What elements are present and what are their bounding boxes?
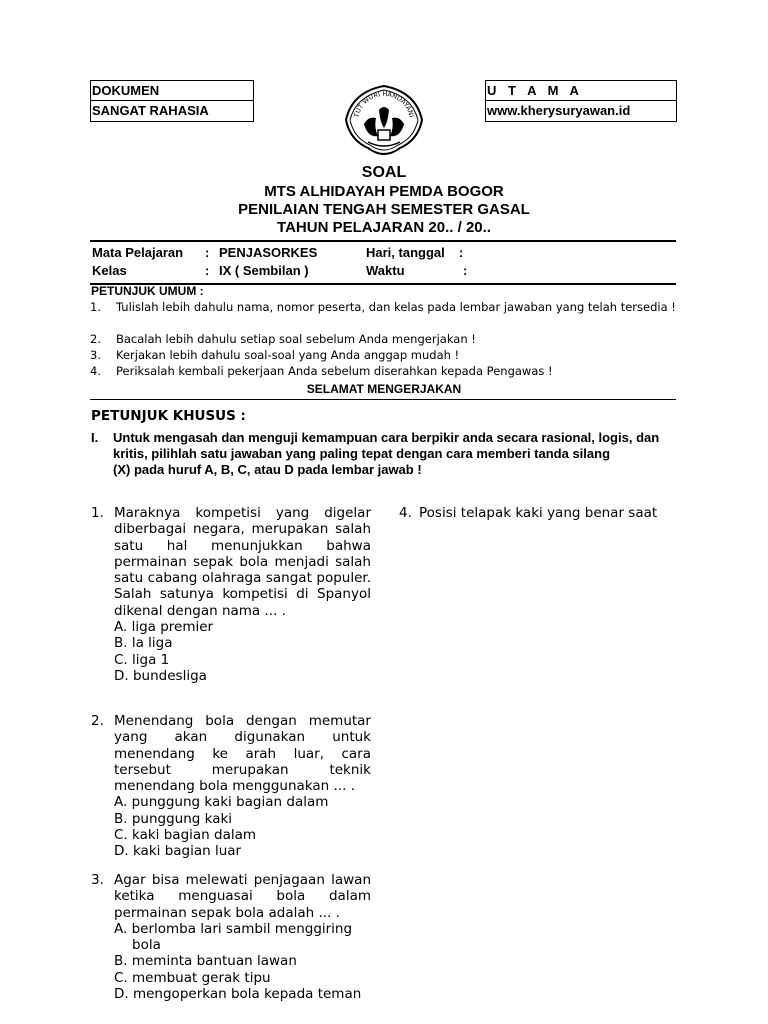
question-3: 3. Agar bisa melewati penjagaan lawan ketika menguasai bola dalam permainan sepak bola adalah ... . A. berlomba lari sambil menggiring bola B. meminta bantuan lawan C. membuat gerak tipu D. mengoperkan bola kepada teman	[91, 872, 371, 1003]
question-3-option-d: D. mengoperkan bola kepada teman	[114, 986, 362, 1003]
header-website: www.kherysuryawan.id	[487, 103, 631, 118]
question-2: 2. Menendang bola dengan memutar yang akan digunakan untuk menendang ke arah luar, cara tersebut merupakan teknik menendang bola menggunakan ... . A. punggung kaki bagian dalam B. punggung kaki C. kaki bagian dalam D. kaki bagian luar	[91, 713, 371, 860]
subject-value: PENJASORKES	[219, 245, 318, 260]
question-3-option-b: B. meminta bantuan lawan	[114, 953, 297, 970]
petunjuk-umum-heading: PETUNJUK UMUM :	[91, 284, 204, 298]
instruction-item: 4. Periksalah kembali pekerjaan Anda sebelum diserahkan kepada Pengawas !	[90, 364, 553, 378]
closing-text: SELAMAT MENGERJAKAN	[306, 382, 462, 396]
header-right-box	[485, 80, 677, 122]
petunjuk-khusus-text: Untuk mengasah dan menguji kemampuan cara berpikir anda secara rasional, logis, dan kritis, pilihlah satu jawaban yang paling tepat dengan cara memberi tanda silang (X) pada huruf A, B, C, atau D pada lembar jawab !	[113, 430, 660, 477]
title-school: MTS ALHIDAYAH PEMDA BOGOR	[264, 183, 504, 200]
title-exam: PENILAIAN TENGAH SEMESTER GASAL	[238, 201, 530, 218]
divider-instructions	[90, 399, 676, 400]
question-1-option-d: D. bundesliga	[114, 667, 207, 684]
day-label: Hari, tanggal	[366, 245, 445, 260]
day-colon: :	[459, 245, 464, 260]
petunjuk-khusus-heading: PETUNJUK KHUSUS :	[91, 408, 246, 424]
header-dokumen: DOKUMEN	[91, 81, 253, 101]
header-utama: U T A M A	[486, 81, 676, 101]
instruction-item: 1. Tulislah lebih dahulu nama, nomor peserta, dan kelas pada lembar jawaban yang telah tersedia !	[90, 300, 676, 314]
instruction-item: 2. Bacalah lebih dahulu setiap soal sebelum Anda mengerjakan !	[90, 332, 476, 346]
time-colon: :	[463, 263, 468, 278]
question-1-option-c: C. liga 1	[114, 651, 170, 668]
header-left-box	[90, 80, 254, 122]
question-3-option-c: C. membuat gerak tipu	[114, 969, 271, 986]
class-colon: :	[205, 263, 210, 278]
question-1-option-a: A. liga premier	[114, 619, 214, 636]
divider-top	[90, 240, 676, 242]
title-soal: SOAL	[361, 164, 407, 181]
subject-label: Mata Pelajaran	[92, 245, 184, 260]
instruction-item: 3. Kerjakan lebih dahulu soal-soal yang Anda anggap mudah !	[90, 348, 460, 362]
petunjuk-khusus-roman: I.	[91, 430, 99, 445]
time-label: Waktu	[366, 263, 405, 278]
subject-colon: :	[205, 245, 210, 260]
class-value: IX ( Sembilan )	[219, 263, 309, 278]
question-4: 4. Posisi telapak kaki yang benar saat	[399, 505, 658, 521]
question-2-option-c: C. kaki bagian dalam	[114, 827, 257, 844]
logo-text: TUT WURI HANDAYANI	[352, 89, 416, 119]
tut-wuri-handayani-logo	[338, 80, 430, 162]
class-label: Kelas	[92, 263, 127, 278]
question-2-option-b: B. punggung kaki	[114, 810, 233, 827]
question-1: 1. Maraknya kompetisi yang digelar diberbagai negara, merupakan salah satu hal menunjukkan bahwa permainan sepak bola menjadi salah satu cabang olahraga sangat populer. Salah satunya kompetisi di Spanyol dikenal dengan nama ... . A. liga premier B. la liga C. liga 1 D. bundesliga	[91, 505, 371, 684]
question-3-option-a: A. berlomba lari sambil menggiring bola	[114, 920, 353, 954]
header-sangat-rahasia: SANGAT RAHASIA	[92, 103, 209, 118]
question-2-option-a: A. punggung kaki bagian dalam	[114, 794, 329, 811]
title-year: TAHUN PELAJARAN 20.. / 20..	[277, 219, 491, 236]
question-2-option-d: D. kaki bagian luar	[114, 843, 242, 860]
question-1-option-b: B. la liga	[114, 635, 173, 652]
